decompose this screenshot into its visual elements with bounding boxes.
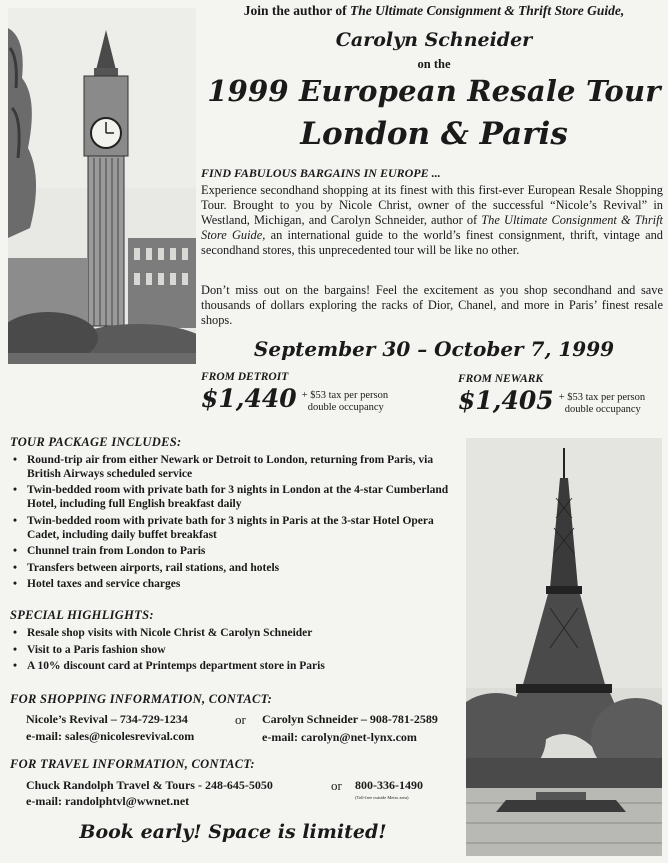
list-item: • Chunnel train from London to Paris bbox=[10, 545, 460, 559]
occupancy-note: double occupancy bbox=[564, 404, 641, 415]
big-ben-photo bbox=[8, 8, 196, 364]
list-item: • Resale shop visits with Nicole Christ & Carolyn Schneider bbox=[10, 627, 460, 641]
tollfree-note: (Toll-free outside Metro area) bbox=[355, 795, 409, 800]
tax-note: + $53 tax per person bbox=[301, 390, 389, 401]
list-item: • Transfers between airports, rail stations, and hotels bbox=[10, 562, 460, 576]
intro-paragraph-1: Experience secondhand shopping at its finest with this first-ever European Resale Shopping Tour. Brought to you by Nicole Christ, owner of the successful “Nicole’s Revival” in Westland, Michigan, and Carolyn Schneider, author of The Ultimate Consignment & Thrift Store Guide, an international guide to the world’s finest consignment, thrift, vintage and secondhand stores, this unprecedented tour will be like no other. bbox=[201, 183, 664, 257]
list-item: • Visit to a Paris fashion show bbox=[10, 644, 460, 658]
list-item: • Twin-bedded room with private bath for 3 nights in London at the 4-star Cumberland Hotel, including full English breakfast daily bbox=[10, 484, 460, 512]
eiffel-tower-photo bbox=[466, 438, 662, 856]
list-item: • Round-trip air from either Newark or Detroit to London, returning from Paris, via British Airways scheduled service bbox=[10, 454, 460, 482]
tour-title: 1999 European Resale Tour bbox=[207, 74, 661, 108]
intro-paragraph-2: Don’t miss out on the bargains! Feel the excitement as you shop secondhand and save thousands of dollars exploring the racks of Dior, Chanel, and more in Paris’ finest resale shops. bbox=[201, 283, 663, 327]
package-list bbox=[10, 454, 460, 595]
travel-contact-heading: FOR TRAVEL INFORMATION, CONTACT: bbox=[10, 757, 255, 771]
carolyn-phone: Carolyn Schneider – 908-781-2589 bbox=[262, 712, 438, 726]
shopping-contact-heading: FOR SHOPPING INFORMATION, CONTACT: bbox=[10, 692, 273, 706]
price-detroit bbox=[201, 371, 388, 414]
tour-subtitle: London & Paris bbox=[300, 116, 568, 152]
carolyn-email[interactable]: e-mail: carolyn@net-lynx.com bbox=[262, 730, 417, 744]
or-text: or bbox=[235, 712, 246, 727]
travel-agency-phone: Chuck Randolph Travel & Tours - 248-645-5050 bbox=[26, 778, 273, 792]
occupancy-note: double occupancy bbox=[307, 402, 384, 413]
price-label: FROM NEWARK bbox=[458, 373, 544, 385]
nicoles-email[interactable]: e-mail: sales@nicolesrevival.com bbox=[26, 729, 195, 743]
travel-email[interactable]: e-mail: randolphtvl@wwnet.net bbox=[26, 794, 190, 808]
tax-note: + $53 tax per person bbox=[558, 392, 646, 403]
highlights-list bbox=[10, 627, 460, 677]
author-name: Carolyn Schneider bbox=[335, 29, 533, 51]
or-text: or bbox=[331, 778, 342, 793]
highlights-heading: SPECIAL HIGHLIGHTS: bbox=[10, 608, 154, 622]
tour-dates: September 30 – October 7, 1999 bbox=[253, 337, 615, 361]
price-label: FROM DETROIT bbox=[201, 371, 289, 383]
intro-heading: FIND FABULOUS BARGAINS IN EUROPE ... bbox=[201, 166, 441, 180]
list-item: • A 10% discount card at Printemps department store in Paris bbox=[10, 660, 460, 674]
price-newark bbox=[458, 373, 645, 416]
nicoles-revival-phone: Nicole’s Revival – 734-729-1234 bbox=[26, 712, 188, 726]
tollfree-phone: 800-336-1490 bbox=[355, 778, 423, 792]
list-item: • Hotel taxes and service charges bbox=[10, 578, 460, 592]
package-heading: TOUR PACKAGE INCLUDES: bbox=[10, 435, 182, 449]
footer-tagline: Book early! Space is limited! bbox=[79, 821, 387, 843]
price-amount: $1,440 bbox=[201, 384, 297, 413]
price-amount: $1,405 bbox=[458, 386, 554, 415]
list-item: • Twin-bedded room with private bath for 3 nights in Paris at the 3-star Hotel Opera Cadet, including daily buffet breakfast bbox=[10, 515, 460, 543]
intro-line: Join the author of The Ultimate Consignment & Thrift Store Guide, bbox=[243, 3, 625, 18]
on-the-text: on the bbox=[417, 57, 451, 71]
